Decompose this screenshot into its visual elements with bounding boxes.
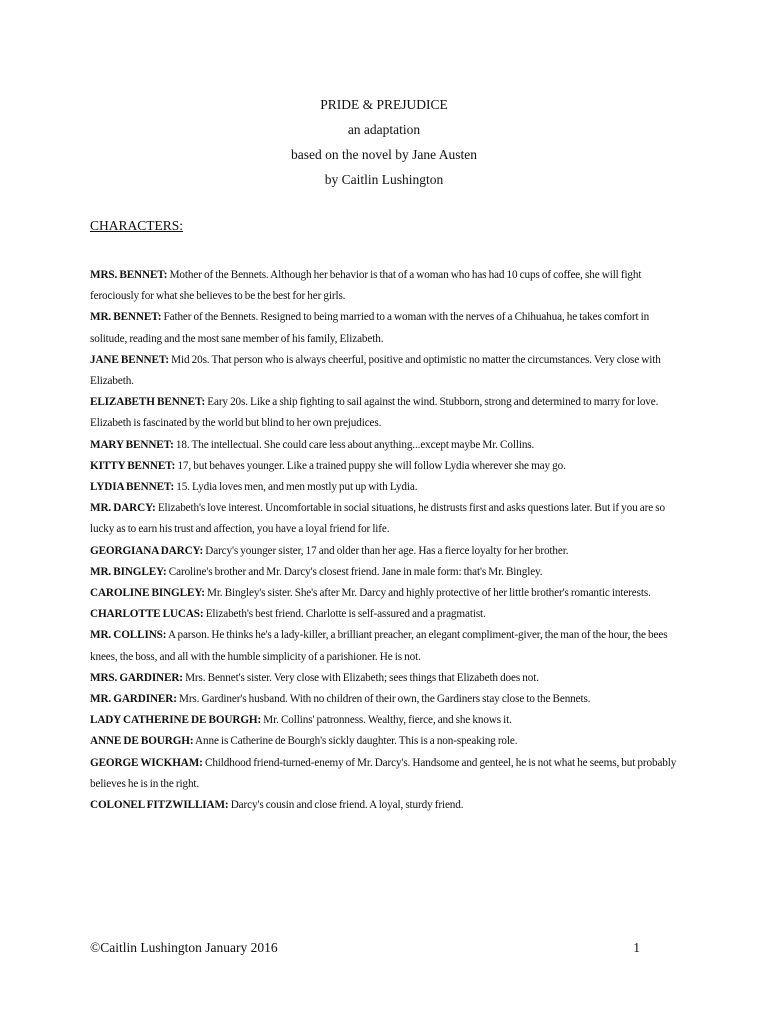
character-name: MR. BENNET: — [90, 311, 162, 324]
character-entry — [90, 456, 680, 477]
character-name: CAROLINE BINGLEY: — [90, 587, 205, 600]
character-name: KITTY BENNET: — [90, 459, 176, 472]
author-credit: by Caitlin Lushington — [324, 172, 444, 187]
character-description: Mid 20s. That person who is always cheerful, positive and optimistic no matter the circumstances. Very close with Elizabeth. — [90, 353, 661, 388]
character-name: ANNE DE BOURGH: — [90, 735, 194, 748]
character-description: Anne is Catherine de Bourgh's sickly daughter. This is a non-speaking role. — [193, 735, 518, 748]
character-entry — [90, 477, 680, 498]
character-entry — [90, 604, 680, 625]
character-name: LYDIA BENNET: — [90, 481, 175, 494]
character-description: Darcy's younger sister, 17 and older than her age. Has a fierce loyalty for her brother. — [203, 544, 569, 557]
character-description: 18. The intellectual. She could care less about anything...except maybe Mr. Collins. — [173, 438, 535, 451]
character-entry — [90, 668, 680, 689]
character-entry — [90, 392, 680, 434]
character-entry — [90, 562, 680, 583]
character-description: Childhood friend-turned-enemy of Mr. Darcy's. Handsome and genteel, he is not what he seems, but probably believes he is in the right. — [90, 756, 677, 790]
character-description: Mr. Collins' patronness. Wealthy, fierce, and she knows it. — [261, 714, 512, 727]
character-entry — [90, 710, 680, 731]
character-description: Mrs. Bennet's sister. Very close with Elizabeth; sees things that Elizabeth does not. — [182, 671, 539, 684]
character-name: MR. COLLINS: — [90, 629, 167, 642]
character-name: MR. DARCY: — [90, 502, 156, 515]
character-name: LADY CATHERINE DE BOURGH: — [90, 714, 262, 727]
character-description: Elizabeth's love interest. Uncomfortable in social situations, he distrusts first and asks questions later. But if you are so lucky as to earn his trust and affection, you have a loyal friend for life. — [90, 502, 665, 536]
character-description: Father of the Bennets. Resigned to being married to a woman with the nerves of a Chihuahua, he takes comfort in solitude, reading and the most sane member of his family, Elizabeth. — [90, 311, 650, 345]
character-entry — [90, 689, 680, 710]
character-name: MARY BENNET: — [90, 438, 174, 451]
character-entry — [90, 435, 680, 456]
character-entry — [90, 795, 680, 816]
character-description: 17, but behaves younger. Like a trained puppy she will follow Lydia wherever she may go. — [175, 459, 566, 472]
character-name: MRS. GARDINER: — [90, 671, 183, 684]
character-description: A parson. He thinks he's a lady-killer, a brilliant preacher, an elegant compliment-giver, the man of the hour, the bees knees, the boss, and all with the humble simplicity of a parishioner. He is not. — [90, 629, 668, 663]
character-name: MR. GARDINER: — [90, 693, 177, 706]
character-entry — [90, 265, 680, 307]
subtitle: an adaptation — [347, 122, 421, 137]
play-title: PRIDE & PREJUDICE — [320, 97, 448, 112]
character-name: CHARLOTTE LUCAS: — [90, 608, 204, 621]
character-name: GEORGIANA DARCY: — [90, 544, 204, 557]
character-name: GEORGE WICKHAM: — [90, 756, 203, 769]
title-block — [0, 92, 768, 192]
character-name: COLONEL FITZWILLIAM: — [90, 799, 229, 812]
character-description: Eary 20s. Like a ship fighting to sail against the wind. Stubborn, strong and determined to marry for love. Elizabeth is fascinated by the world but blind to her own prejudices. — [90, 396, 659, 430]
character-entry — [90, 307, 680, 349]
character-description: 15. Lydia loves men, and men mostly put up with Lydia. — [174, 481, 418, 494]
character-description: Mr. Bingley's sister. She's after Mr. Darcy and highly protective of her little brother's romantic interests. — [204, 587, 651, 600]
character-name: MRS. BENNET: — [90, 269, 168, 281]
character-description: Caroline's brother and Mr. Darcy's closest friend. Jane in male form: that's Mr. Bingley. — [166, 565, 543, 578]
character-name: MR. BINGLEY: — [90, 565, 167, 578]
character-entry — [90, 350, 680, 392]
character-list — [90, 265, 680, 816]
character-entry — [90, 583, 680, 604]
copyright-notice: ©Caitlin Lushington January 2016 — [90, 940, 278, 955]
character-entry — [90, 731, 680, 752]
character-description: Mrs. Gardiner's husband. With no children of their own, the Gardiners stay close to the Bennets. — [176, 693, 591, 706]
character-name: ELIZABETH BENNET: — [90, 396, 206, 409]
character-description: Mother of the Bennets. Although her behavior is that of a woman who has had 10 cups of coffee, she will fight ferociously for what she believes to be the best for her girls. — [90, 269, 642, 303]
character-description: Elizabeth's best friend. Charlotte is self-assured and a pragmatist. — [203, 608, 486, 621]
character-name: JANE BENNET: — [90, 353, 169, 366]
character-description: Darcy's cousin and close friend. A loyal, sturdy friend. — [228, 799, 464, 812]
character-entry — [90, 753, 680, 795]
character-entry — [90, 625, 680, 667]
page-number: 1 — [633, 940, 640, 955]
source-credit: based on the novel by Jane Austen — [291, 147, 477, 162]
character-entry — [90, 541, 680, 562]
character-entry — [90, 498, 680, 540]
characters-heading: CHARACTERS: — [90, 218, 184, 233]
